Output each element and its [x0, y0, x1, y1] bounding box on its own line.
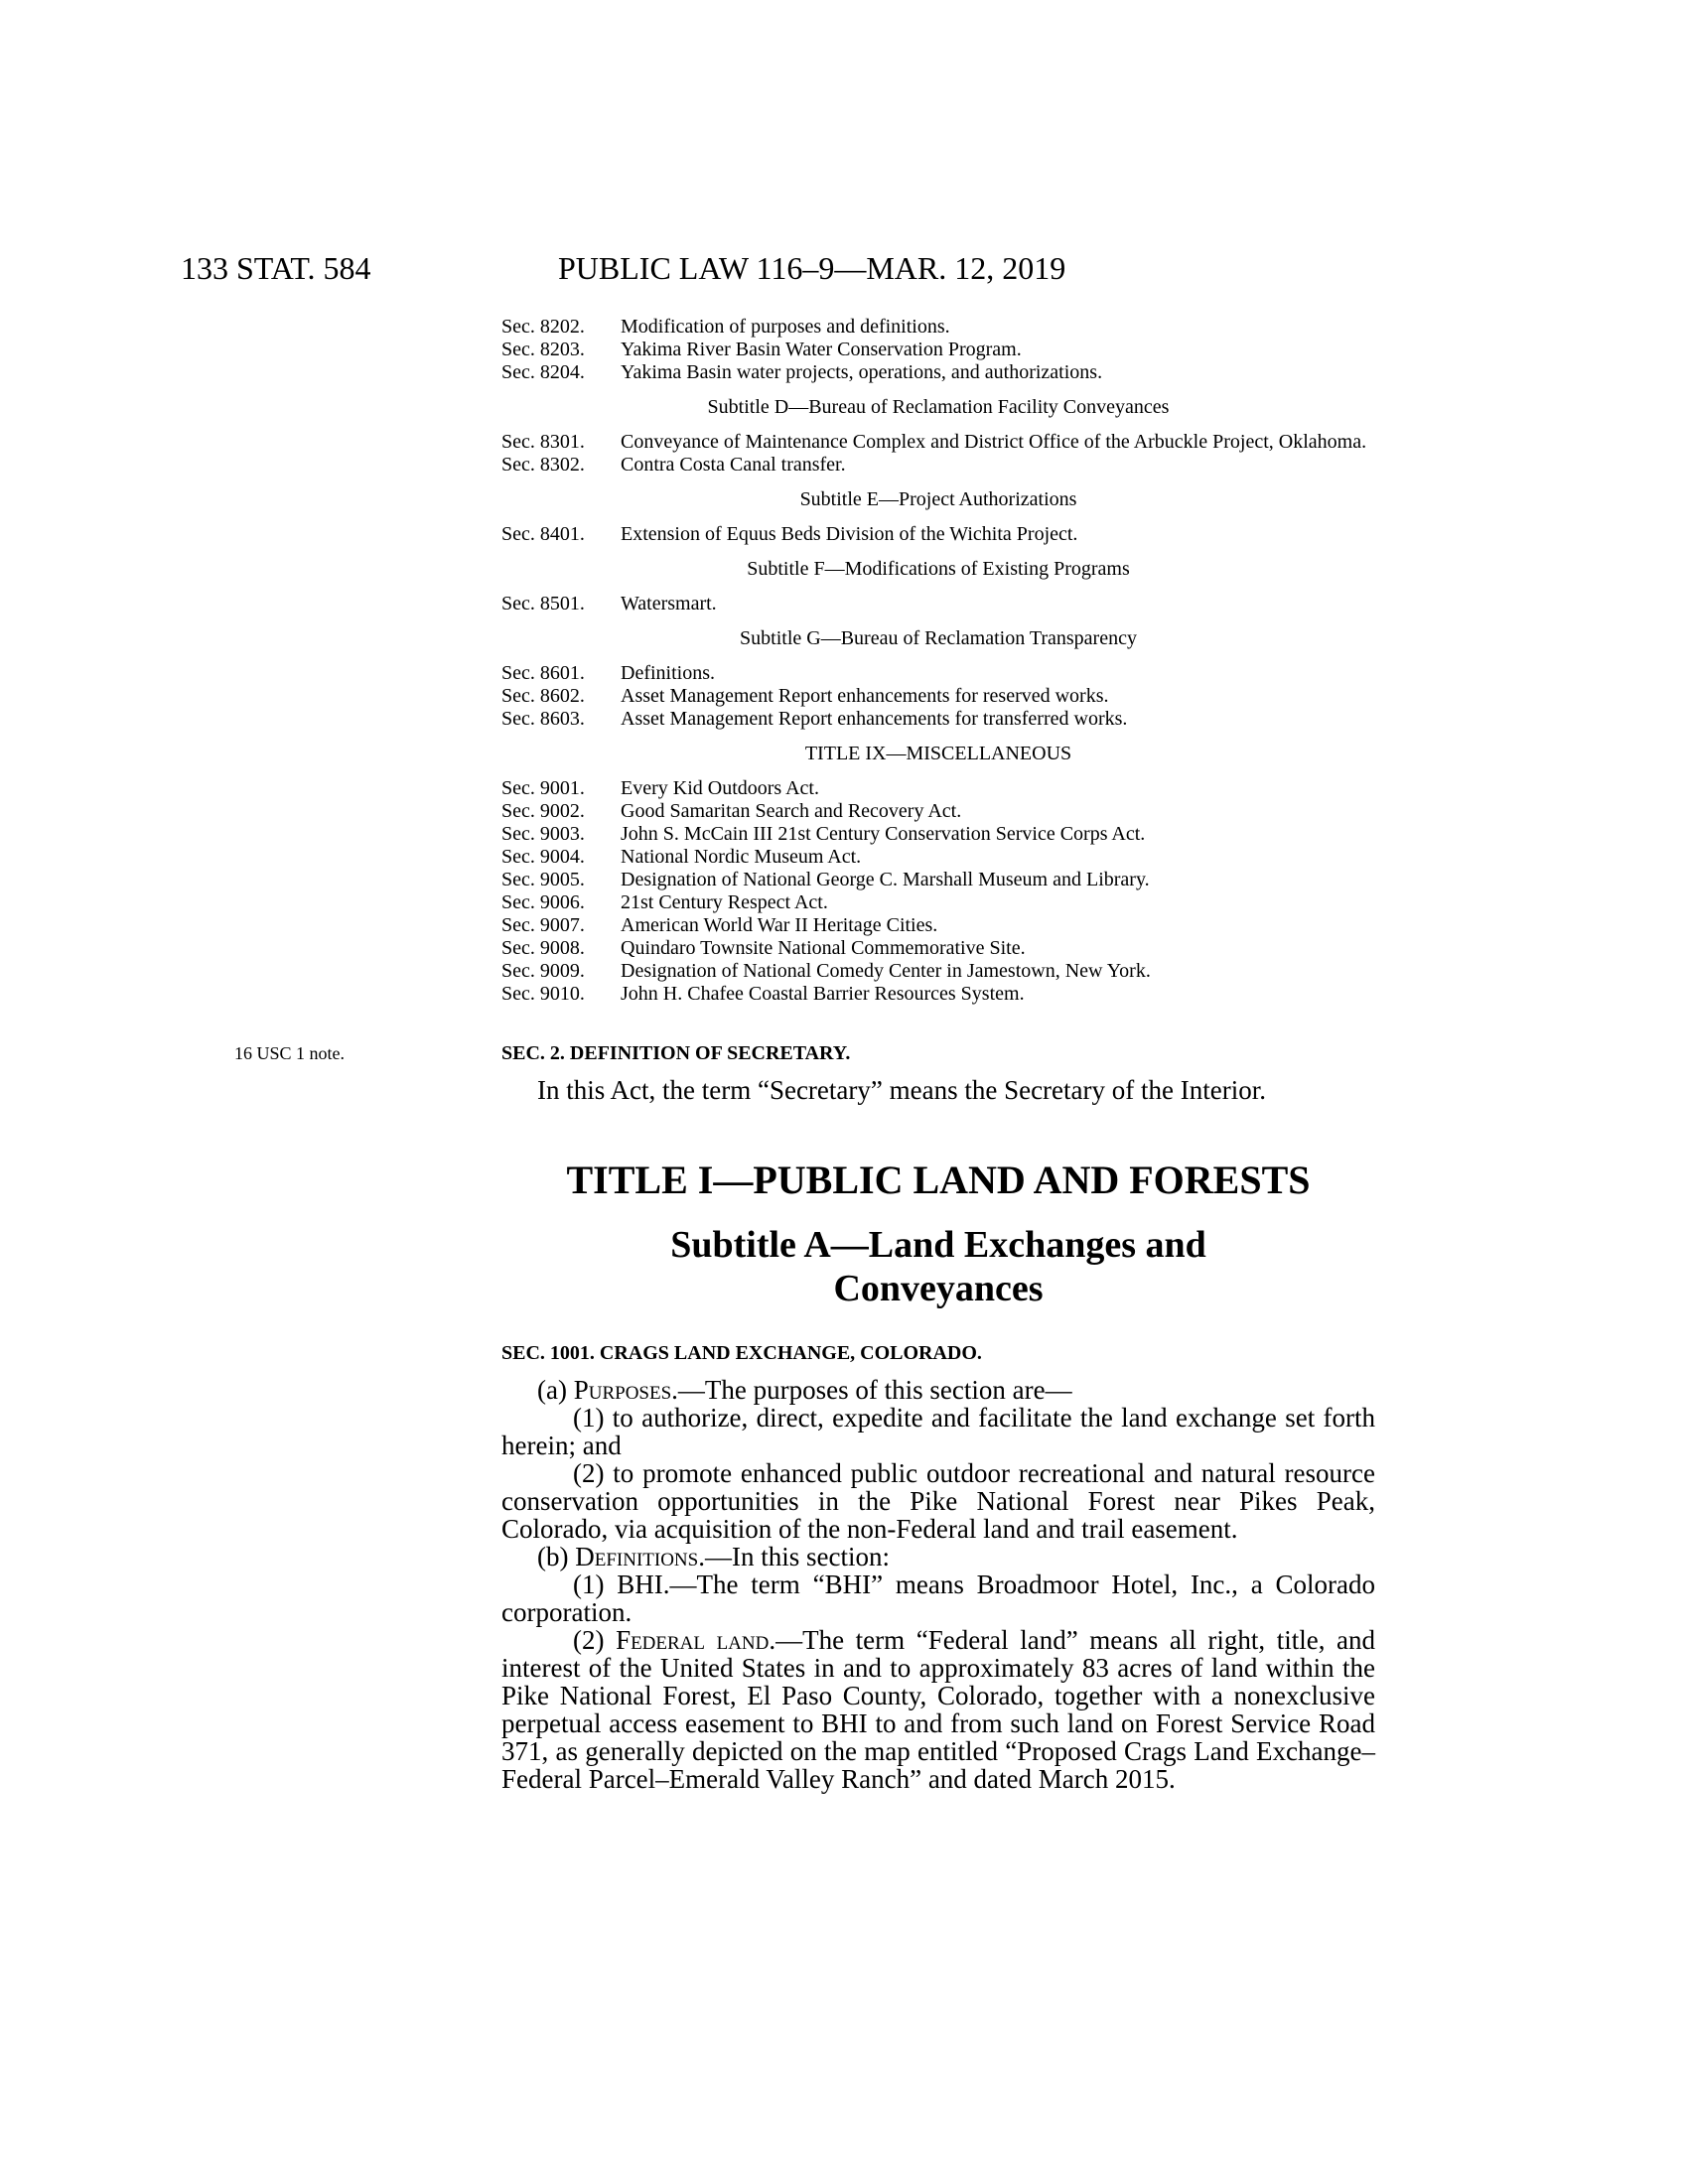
toc-sec-number: Sec. 8302. — [501, 454, 585, 476]
toc-sec-title: Definitions. — [621, 662, 715, 684]
toc-group-8200 — [501, 316, 1375, 384]
toc-sec-number: Sec. 9002. — [501, 800, 585, 822]
paragraph-b2-heading: Federal land — [616, 1625, 770, 1655]
toc-row — [501, 983, 1375, 1006]
toc-sec-title: Yakima River Basin Water Conservation Program. — [621, 339, 1022, 360]
toc-row — [501, 891, 1375, 914]
toc-row — [501, 937, 1375, 960]
subsection-a-text: .—The purposes of this section are— — [671, 1375, 1072, 1405]
toc-row — [501, 869, 1375, 891]
toc-sec-title: Asset Management Report enhancements for reserved works. — [621, 685, 1109, 707]
toc-row — [501, 316, 1375, 339]
sec-2-body — [501, 1076, 1375, 1104]
toc-sec-title: Contra Costa Canal transfer. — [621, 454, 846, 476]
toc-sec-number: Sec. 8601. — [501, 662, 585, 684]
toc-sec-number: Sec. 9005. — [501, 869, 585, 890]
toc-sec-number: Sec. 8602. — [501, 685, 585, 707]
toc-row — [501, 593, 1375, 615]
margin-note-usc: 16 USC 1 note. — [234, 1043, 346, 1063]
toc-row — [501, 914, 1375, 937]
toc-sec-number: Sec. 9003. — [501, 823, 585, 845]
toc-sec-number: Sec. 9004. — [501, 846, 585, 868]
title-i-heading: TITLE I—PUBLIC LAND AND FORESTS — [566, 1158, 1311, 1202]
subsection-a-label: (a) — [537, 1375, 574, 1405]
toc-sec-title: Modification of purposes and definitions. — [621, 316, 950, 338]
toc-sec-title: John S. McCain III 21st Century Conservation Service Corps Act. — [621, 823, 1146, 845]
statute-page-number: 133 STAT. 584 — [181, 250, 371, 286]
toc-subtitle-e: Subtitle E—Project Authorizations — [799, 488, 1077, 510]
toc-sec-title: Asset Management Report enhancements for transferred works. — [621, 708, 1128, 730]
sec-1001-body — [501, 1376, 1375, 1793]
toc-row — [501, 823, 1375, 846]
toc-sec-title: 21st Century Respect Act. — [621, 891, 828, 913]
toc-row — [501, 800, 1375, 823]
sec-1001-heading: SEC. 1001. CRAGS LAND EXCHANGE, COLORADO. — [501, 1342, 982, 1364]
toc-subtitle-g: Subtitle G—Bureau of Reclamation Transparency — [740, 627, 1137, 649]
subsection-a-heading: Purposes — [573, 1375, 672, 1405]
toc-sec-title: Watersmart. — [621, 593, 717, 614]
toc-sec-number: Sec. 8501. — [501, 593, 585, 614]
page-header — [0, 246, 1688, 290]
toc-sec-number: Sec. 9006. — [501, 891, 585, 913]
toc-sec-title: American World War II Heritage Cities. — [621, 914, 938, 936]
toc-sec-title: Every Kid Outdoors Act. — [621, 777, 819, 799]
toc-sec-title: National Nordic Museum Act. — [621, 846, 862, 868]
toc-sec-number: Sec. 9001. — [501, 777, 585, 799]
toc-row — [501, 431, 1375, 454]
subsection-a — [501, 1376, 1375, 1404]
toc-sec-number: Sec. 8401. — [501, 523, 585, 545]
toc-sec-title: John H. Chafee Coastal Barrier Resources System. — [621, 983, 1025, 1005]
subtitle-a-heading-line1: Subtitle A—Land Exchanges and — [670, 1224, 1206, 1266]
toc-sec-number: Sec. 8301. — [501, 431, 585, 453]
toc-title-ix: TITLE IX—MISCELLANEOUS — [804, 743, 1072, 764]
subsection-b-label: (b) — [537, 1542, 576, 1571]
toc-sec-number: Sec. 8204. — [501, 361, 585, 383]
paragraph-a2: (2) to promote enhanced public outdoor recreational and natural resource conservation opportunities in the Pike National Forest near Pikes Peak, Colorado, via acquisition of the non-Federal land and trail easement. — [501, 1458, 1375, 1544]
toc-sec-number: Sec. 9008. — [501, 937, 585, 959]
toc-sec-number: Sec. 8203. — [501, 339, 585, 360]
subsection-b-heading: Definitions — [575, 1542, 699, 1571]
paragraph-a1: (1) to authorize, direct, expedite and facilitate the land exchange set forth herein; and — [501, 1403, 1375, 1460]
paragraph-b2-text: .—The term “Federal land” means all right, title, and interest of the United States in and to approximately 83 acres of land within the Pike National Forest, El Paso County, Colorado, together with a nonexclusive perpetual access easement to BHI to and from such land on Forest Service Road 371, as generally depicted on the map entitled “Proposed Crags Land Exchange–Federal Parcel–Emerald Valley Ranch” and dated March 2015. — [501, 1625, 1375, 1794]
toc-group-9000 — [501, 777, 1375, 1006]
subsection-b-text: .—In this section: — [698, 1542, 890, 1571]
toc-sec-number: Sec. 8202. — [501, 316, 585, 338]
subsection-b — [501, 1543, 1375, 1570]
toc-row — [501, 662, 1375, 685]
toc-sec-number: Sec. 9009. — [501, 960, 585, 982]
toc-sec-title: Extension of Equus Beds Division of the Wichita Project. — [621, 523, 1078, 545]
subtitle-a-heading-line2: Conveyances — [833, 1268, 1044, 1309]
toc-sec-number: Sec. 9010. — [501, 983, 585, 1005]
toc-row — [501, 361, 1375, 384]
paragraph-b2 — [501, 1626, 1375, 1793]
toc-group-8300 — [501, 431, 1375, 477]
paragraph-b2-label: (2) — [573, 1625, 617, 1655]
toc-sec-title: Designation of National Comedy Center in Jamestown, New York. — [621, 960, 1151, 982]
toc-sec-title: Yakima Basin water projects, operations, and authorizations. — [621, 361, 1103, 383]
toc-sec-number: Sec. 8603. — [501, 708, 585, 730]
toc-group-8500 — [501, 593, 1375, 615]
toc-group-8400 — [501, 523, 1375, 546]
toc-row — [501, 339, 1375, 361]
toc-row — [501, 685, 1375, 708]
toc-sec-title: Good Samaritan Search and Recovery Act. — [621, 800, 962, 822]
paragraph-b1: (1) BHI.—The term “BHI” means Broadmoor Hotel, Inc., a Colorado corporation. — [501, 1570, 1375, 1627]
toc-row — [501, 960, 1375, 983]
toc-row — [501, 708, 1375, 731]
toc-sec-title: Designation of National George C. Marshall Museum and Library. — [621, 869, 1150, 890]
toc-sec-title: Quindaro Townsite National Commemorative Site. — [621, 937, 1026, 959]
toc-row — [501, 846, 1375, 869]
table-of-contents — [501, 316, 1375, 1006]
sec-2-text: In this Act, the term “Secretary” means the Secretary of the Interior. — [537, 1075, 1266, 1105]
toc-subtitle-d: Subtitle D—Bureau of Reclamation Facility Conveyances — [707, 396, 1170, 418]
sec-2-heading: SEC. 2. DEFINITION OF SECRETARY. — [501, 1042, 851, 1064]
toc-sec-number: Sec. 9007. — [501, 914, 585, 936]
toc-subtitle-f: Subtitle F—Modifications of Existing Programs — [747, 558, 1130, 580]
toc-sec-title: Conveyance of Maintenance Complex and District Office of the Arbuckle Project, Oklahoma. — [621, 431, 1367, 453]
toc-row — [501, 523, 1375, 546]
public-law-header: PUBLIC LAW 116–9—MAR. 12, 2019 — [558, 250, 1066, 286]
toc-group-8600 — [501, 662, 1375, 731]
toc-row — [501, 454, 1375, 477]
toc-row — [501, 777, 1375, 800]
